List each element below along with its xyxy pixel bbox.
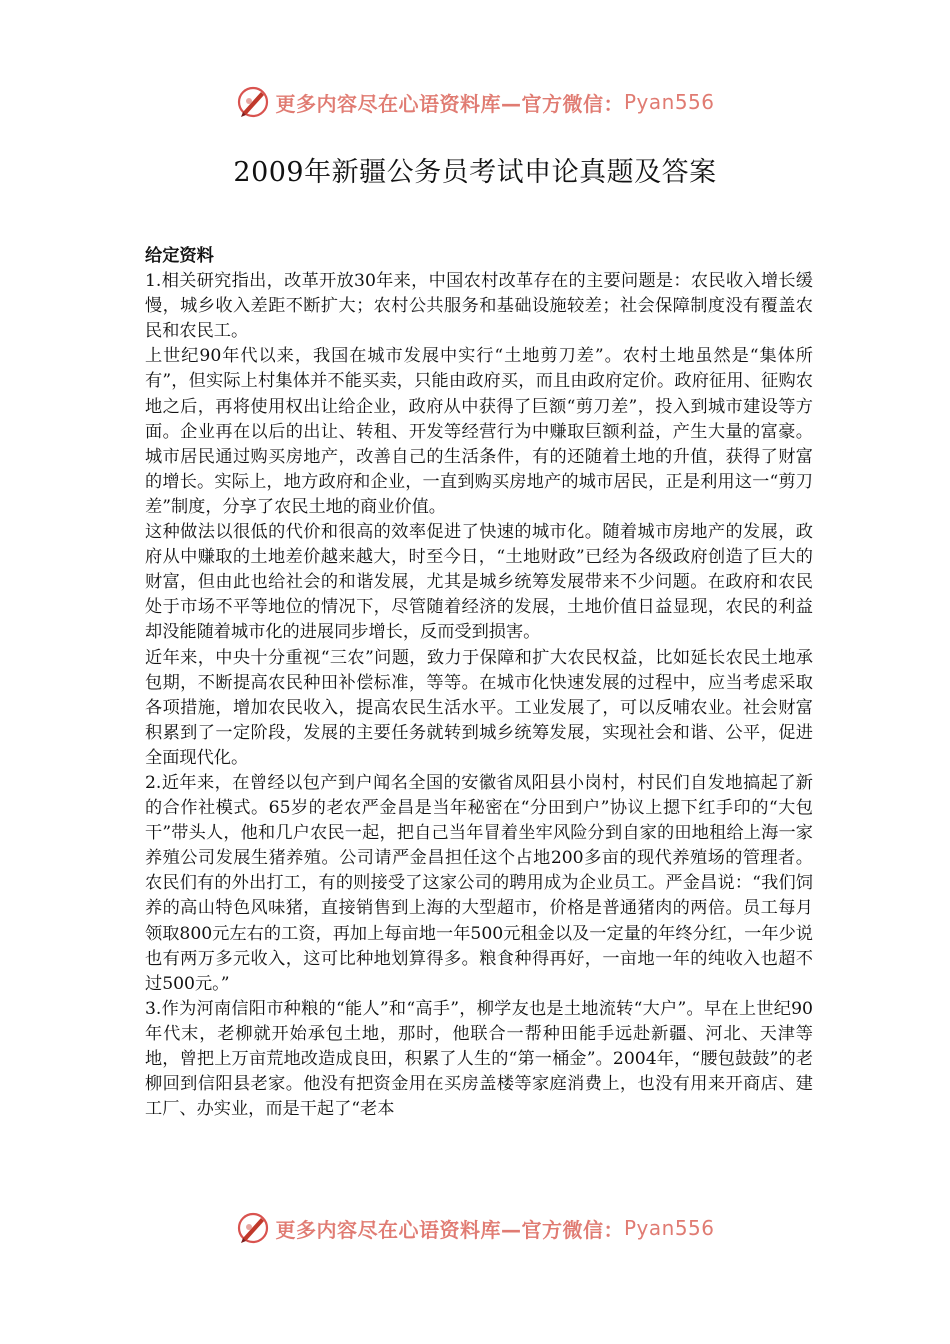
pen-logo-icon	[235, 1210, 271, 1246]
document-title: 2009年新疆公务员考试申论真题及答案	[233, 157, 717, 188]
paragraph: 这种做法以很低的代价和很高的效率促进了快速的城市化。随着城市房地产的发展，政府从中赚取的土地差价越来越大，时至今日，“土地财政”已经为各级政府创造了巨大的财富，但由此也给社会的和谐发展，尤其是城乡统筹发展带来不少问题。在政府和农民处于市场不平等地位的情况下，尽管随着经济的发展，土地价值日益显现，农民的利益却没能随着城市化的进展同步增长，反而受到损害。	[145, 522, 813, 643]
paragraph: 近年来，中央十分重视“三农”问题，致力于保障和扩大农民权益，比如延长农民土地承包期，不断提高农民种田补偿标准，等等。在城市化快速发展的过程中，应当考虑采取各项措施，增加农民收入，提高农民生活水平。工业发展了，可以反哺农业。社会财富积累到了一定阶段，发展的主要任务就转到城乡统筹发展，实现社会和谐、公平，促进全面现代化。	[145, 647, 813, 768]
watermark-text: 更多内容尽在心语资料库—官方微信：	[275, 1217, 624, 1242]
watermark-text: 更多内容尽在心语资料库—官方微信：	[275, 91, 624, 116]
section-label: 给定资料	[145, 246, 214, 266]
paragraph: 上世纪90年代以来，我国在城市发展中实行“土地剪刀差”。农村土地虽然是“集体所有”，但实际上村集体并不能买卖，只能由政府买，而且由政府定价。政府征用、征购农地之后，再将使用权出让给企业，政府从中获得了巨额“剪刀差”，投入到城市建设等方面。企业再在以后的出让、转租、开发等经营行为中赚取巨额利益，产生大量的富豪。城市居民通过购买房地产，改善自己的生活条件，有的还随着土地的升值，获得了财富的增长。实际上，地方政府和企业，一直到购买房地产的城市居民，正是利用这一“剪刀差”制度，分享了农民土地的商业价值。	[145, 346, 813, 517]
footer-watermark	[0, 1208, 950, 1248]
watermark-wechat-id: Pyan556	[623, 1216, 715, 1240]
paragraph: 2.近年来，在曾经以包产到户闻名全国的安徽省凤阳县小岗村，村民们自发地搞起了新的合作社模式。65岁的老农严金昌是当年秘密在“分田到户”协议上摁下红手印的“大包干”带头人，他和几户农民一起，把自己当年冒着坐牢风险分到自家的田地租给上海一家养殖公司发展生猪养殖。公司请严金昌担任这个占地200多亩的现代养殖场的管理者。农民们有的外出打工，有的则接受了这家公司的聘用成为企业员工。严金昌说：“我们饲养的高山特色风味猪，直接销售到上海的大型超市，价格是普通猪肉的两倍。员工每月领取800元左右的工资，再加上每亩地一年500元租金以及一定量的年终分红，一年少说也有两万多元收入，这可比种地划算得多。粮食种得再好，一亩地一年的纯收入也超不过500元。”	[145, 772, 813, 994]
paragraph: 3.作为河南信阳市种粮的“能人”和“高手”，柳学友也是土地流转“大户”。早在上世纪90年代末，老柳就开始承包土地，那时，他联合一帮种田能手远赴新疆、河北、天津等地，曾把上万亩荒地改造成良田，积累了人生的“第一桶金”。2004年，“腰包鼓鼓”的老柳回到信阳县老家。他没有把资金用在买房盖楼等家庭消费上，也没有用来开商店、建工厂、办实业，而是干起了“老本	[145, 998, 813, 1120]
document-body	[145, 244, 813, 1122]
watermark-wechat-id: Pyan556	[623, 90, 715, 114]
pen-logo-icon	[235, 84, 271, 120]
paragraph: 1.相关研究指出，改革开放30年来，中国农村改革存在的主要问题是：农民收入增长缓慢，城乡收入差距不断扩大；农村公共服务和基础设施较差；社会保障制度没有覆盖农民和农民工。	[145, 271, 813, 342]
header-watermark	[0, 82, 950, 122]
